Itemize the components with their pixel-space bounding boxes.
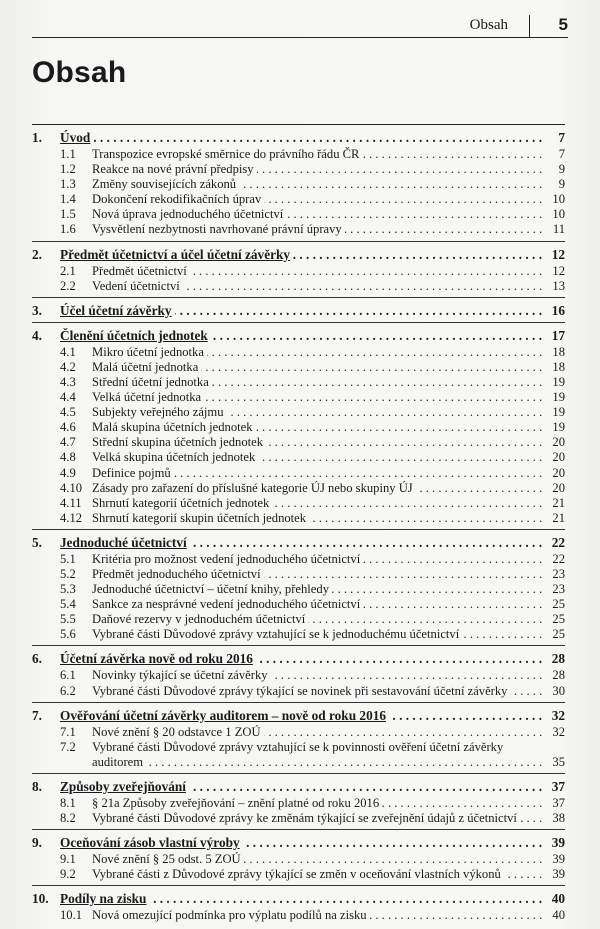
entry-title: Velká skupina účetních jednotek bbox=[92, 450, 258, 464]
entry-number: 4.6 bbox=[60, 420, 76, 435]
entry-page: 22 bbox=[552, 551, 565, 566]
entry-page: 32 bbox=[551, 707, 565, 723]
toc-subsection-entry[interactable] bbox=[32, 279, 565, 294]
entry-title-leader bbox=[92, 192, 543, 207]
toc-section bbox=[32, 529, 565, 643]
entry-number: 7. bbox=[32, 707, 42, 723]
toc-chapter-entry[interactable] bbox=[32, 890, 565, 907]
entry-number: 1.3 bbox=[60, 177, 76, 192]
entry-title: Podíly na zisku bbox=[60, 891, 149, 906]
entry-page: 40 bbox=[552, 908, 565, 923]
toc-subsection-entry[interactable] bbox=[32, 567, 565, 582]
entry-title: Velká účetní jednotka bbox=[92, 390, 204, 404]
entry-page: 10 bbox=[552, 207, 565, 222]
entry-page: 28 bbox=[551, 651, 565, 667]
entry-number: 2.2 bbox=[60, 278, 76, 293]
toc-section bbox=[32, 773, 565, 826]
header-divider bbox=[529, 15, 530, 37]
entry-number: 4. bbox=[32, 327, 42, 343]
entry-title-leader bbox=[92, 147, 543, 162]
toc-chapter-entry[interactable] bbox=[32, 534, 565, 551]
entry-page: 17 bbox=[551, 327, 565, 343]
entry-page: 19 bbox=[552, 390, 565, 405]
entry-title: Členění účetních jednotek bbox=[60, 328, 211, 343]
entry-number: 4.2 bbox=[60, 359, 76, 374]
entry-number: 4.7 bbox=[60, 435, 76, 450]
entry-title: Mikro účetní jednotka bbox=[92, 345, 207, 359]
entry-title-continued: auditorem bbox=[92, 755, 146, 769]
toc-subsection-entry[interactable] bbox=[32, 375, 565, 390]
entry-title: Vybrané části Důvodové zprávy ke změnám týkající se zveřejnění údajů z účetnictví bbox=[92, 811, 520, 825]
entry-page: 39 bbox=[551, 835, 565, 851]
toc-section bbox=[32, 322, 565, 526]
entry-page: 19 bbox=[552, 405, 565, 420]
toc-chapter-entry[interactable] bbox=[32, 129, 565, 146]
entry-number: 8.1 bbox=[60, 795, 76, 810]
entry-title: Nové znění § 20 odstavce 1 ZOÚ bbox=[92, 725, 264, 739]
toc-chapter-entry[interactable] bbox=[32, 327, 565, 344]
entry-number: 5.5 bbox=[60, 612, 76, 627]
entry-title: Vybrané části Důvodové zprávy týkající se novinek při sestavování účetní závěrky bbox=[92, 684, 510, 698]
entry-title-leader bbox=[60, 778, 543, 795]
entry-number: 1.1 bbox=[60, 147, 76, 161]
toc-subsection-entry[interactable] bbox=[32, 811, 565, 826]
toc-subsection-entry[interactable] bbox=[32, 908, 565, 923]
entry-title-leader bbox=[60, 246, 543, 263]
entry-title: Vybrané části z Důvodové zprávy týkající se změn v oceňování vlastních výkonů bbox=[92, 867, 504, 881]
entry-title: Zásady pro zařazení do příslušné kategorie ÚJ nebo skupiny ÚJ bbox=[92, 481, 416, 495]
entry-title-leader bbox=[92, 908, 543, 923]
entry-title: Předmět účetnictví a účel účetní závěrky bbox=[60, 247, 293, 262]
entry-number: 9.2 bbox=[60, 867, 76, 882]
entry-title: Jednoduché účetnictví – účetní knihy, přehledy bbox=[92, 582, 332, 596]
entry-title-leader bbox=[92, 567, 543, 582]
entry-title: Jednoduché účetnictví bbox=[60, 535, 190, 550]
entry-title-leader bbox=[92, 390, 543, 405]
entry-title-leader bbox=[92, 597, 543, 612]
toc-subsection-entry[interactable] bbox=[32, 147, 565, 162]
entry-page: 28 bbox=[552, 668, 565, 683]
entry-number: 1.4 bbox=[60, 192, 76, 207]
entry-page: 19 bbox=[552, 420, 565, 435]
entry-page: 25 bbox=[552, 627, 565, 642]
toc-subsection-entry[interactable] bbox=[32, 852, 565, 867]
entry-title: Ověřování účetní závěrky auditorem – nově od roku 2016 bbox=[60, 708, 389, 723]
toc-chapter-entry[interactable] bbox=[32, 246, 565, 263]
toc-subsection-entry[interactable] bbox=[32, 582, 565, 597]
toc-subsection-continuation bbox=[32, 755, 565, 770]
entry-title-leader bbox=[60, 707, 543, 724]
toc-subsection-entry[interactable] bbox=[32, 345, 565, 360]
entry-title-leader bbox=[92, 279, 543, 294]
entry-title-leader bbox=[60, 890, 543, 907]
entry-page: 23 bbox=[552, 582, 565, 597]
toc-subsection-entry[interactable] bbox=[32, 435, 565, 450]
entry-page: 32 bbox=[552, 724, 565, 739]
entry-number: 10. bbox=[32, 891, 49, 907]
entry-number: 5. bbox=[32, 534, 42, 550]
entry-page: 9 bbox=[558, 177, 565, 192]
entry-page: 16 bbox=[551, 302, 565, 318]
entry-number: 5.6 bbox=[60, 627, 76, 642]
entry-title: Nová úprava jednoduchého účetnictví bbox=[92, 207, 286, 221]
entry-number: 6.1 bbox=[60, 668, 76, 683]
entry-title-leader bbox=[92, 481, 543, 496]
entry-title-leader bbox=[92, 264, 543, 279]
entry-page: 38 bbox=[552, 811, 565, 825]
entry-number: 4.5 bbox=[60, 405, 76, 420]
toc-subsection-entry[interactable] bbox=[32, 481, 565, 496]
entry-title-leader bbox=[92, 207, 543, 222]
entry-number: 4.11 bbox=[60, 495, 82, 510]
toc-section bbox=[32, 124, 565, 238]
entry-title: Sankce za nesprávné vedení jednoduchého účetnictví bbox=[92, 597, 363, 611]
entry-number: 9. bbox=[32, 835, 42, 851]
entry-number: 4.9 bbox=[60, 465, 76, 480]
entry-title: Kritéria pro možnost vedení jednoduchého účetnictví bbox=[92, 552, 363, 566]
toc-subsection-entry[interactable] bbox=[32, 450, 565, 465]
toc-section bbox=[32, 829, 565, 882]
toc-chapter-entry[interactable] bbox=[32, 302, 565, 319]
entry-title-leader bbox=[60, 650, 543, 667]
entry-title: Předmět jednoduchého účetnictví bbox=[92, 567, 264, 581]
entry-title-leader bbox=[92, 668, 543, 683]
toc-chapter-entry[interactable] bbox=[32, 650, 565, 667]
entry-number: 4.12 bbox=[60, 510, 83, 525]
entry-title-leader bbox=[92, 582, 543, 597]
entry-page: 7 bbox=[558, 130, 565, 145]
toc-subsection-entry[interactable] bbox=[32, 627, 565, 642]
entry-title-leader bbox=[60, 834, 543, 851]
entry-number: 1. bbox=[32, 130, 42, 145]
entry-page: 13 bbox=[552, 278, 565, 293]
entry-number: 4.8 bbox=[60, 450, 76, 465]
entry-number: 2.1 bbox=[60, 263, 76, 278]
toc-subsection-entry[interactable] bbox=[32, 796, 565, 811]
toc-section bbox=[32, 297, 565, 319]
entry-title: Způsoby zveřejňování bbox=[60, 779, 189, 794]
entry-page: 20 bbox=[552, 450, 565, 465]
entry-number: 3. bbox=[32, 302, 42, 318]
entry-page: 39 bbox=[552, 852, 565, 867]
entry-title-leader bbox=[92, 496, 543, 511]
toc-chapter-entry[interactable] bbox=[32, 707, 565, 724]
entry-number: 4.3 bbox=[60, 374, 76, 389]
entry-title-leader bbox=[92, 684, 543, 699]
entry-number: 1.6 bbox=[60, 222, 76, 237]
toc-subsection-entry[interactable] bbox=[32, 177, 565, 192]
entry-page: 19 bbox=[552, 374, 565, 389]
entry-number: 5.3 bbox=[60, 582, 76, 597]
table-of-contents bbox=[32, 124, 565, 926]
entry-page: 9 bbox=[558, 162, 565, 177]
toc-subsection-entry[interactable] bbox=[32, 420, 565, 435]
entry-number: 4.4 bbox=[60, 390, 76, 405]
entry-title-leader bbox=[92, 345, 543, 360]
entry-number: 5.4 bbox=[60, 597, 76, 612]
entry-number: 9.1 bbox=[60, 852, 76, 867]
entry-title-leader bbox=[92, 627, 543, 642]
toc-subsection-entry[interactable] bbox=[32, 684, 565, 699]
entry-title-leader bbox=[92, 360, 543, 375]
page-title: Obsah bbox=[32, 56, 127, 89]
entry-page: 25 bbox=[552, 597, 565, 612]
entry-title: Střední účetní jednotka bbox=[92, 375, 212, 389]
toc-subsection-entry[interactable] bbox=[32, 552, 565, 567]
entry-page: 23 bbox=[552, 566, 565, 581]
toc-chapter-entry[interactable] bbox=[32, 834, 565, 851]
toc-subsection-entry[interactable] bbox=[32, 668, 565, 683]
toc-subsection-entry[interactable] bbox=[32, 405, 565, 420]
entry-page: 18 bbox=[552, 344, 565, 359]
entry-number: 4.10 bbox=[60, 480, 83, 495]
entry-title-leader bbox=[92, 375, 543, 390]
toc-subsection-entry[interactable] bbox=[32, 496, 565, 511]
toc-subsection-entry[interactable] bbox=[32, 222, 565, 237]
entry-page: 12 bbox=[551, 246, 565, 262]
entry-page: 18 bbox=[552, 359, 565, 374]
toc-section bbox=[32, 702, 565, 770]
toc-section bbox=[32, 241, 565, 294]
entry-title: § 21a Způsoby zveřejňování – znění platné od roku 2016 bbox=[92, 796, 382, 810]
entry-number: 8. bbox=[32, 778, 42, 794]
entry-page: 40 bbox=[551, 891, 565, 907]
entry-page: 21 bbox=[552, 510, 565, 525]
entry-title: Střední skupina účetních jednotek bbox=[92, 435, 266, 449]
entry-number: 10.1 bbox=[60, 908, 83, 923]
entry-title-leader bbox=[92, 796, 543, 811]
toc-subsection-entry[interactable] bbox=[32, 511, 565, 526]
entry-title: Malá skupina účetních jednotek bbox=[92, 420, 256, 434]
entry-title-leader bbox=[92, 405, 543, 420]
entry-number: 6.2 bbox=[60, 683, 76, 698]
entry-title: Nové znění § 25 odst. 5 ZOÚ bbox=[92, 852, 244, 866]
toc-subsection-entry[interactable] bbox=[32, 192, 565, 207]
toc-subsection-entry[interactable] bbox=[32, 597, 565, 612]
entry-page: 7 bbox=[558, 147, 565, 161]
toc-section bbox=[32, 645, 565, 698]
entry-title-leader bbox=[60, 327, 543, 344]
entry-title-leader bbox=[92, 811, 543, 826]
entry-page: 22 bbox=[551, 534, 565, 550]
entry-number: 1.2 bbox=[60, 162, 76, 177]
entry-title: Subjekty veřejného zájmu bbox=[92, 405, 227, 419]
toc-subsection-entry[interactable] bbox=[32, 390, 565, 405]
entry-number: 4.1 bbox=[60, 344, 76, 359]
entry-title-leader bbox=[92, 435, 543, 450]
entry-number: 2. bbox=[32, 246, 42, 262]
entry-title: Účetní závěrka nově od roku 2016 bbox=[60, 651, 256, 666]
entry-page: 10 bbox=[552, 192, 565, 207]
entry-page: 20 bbox=[552, 465, 565, 480]
toc-subsection-entry[interactable] bbox=[32, 207, 565, 222]
entry-title: Oceňování zásob vlastní výroby bbox=[60, 835, 243, 850]
entry-title-leader bbox=[92, 612, 543, 627]
entry-page: 39 bbox=[552, 867, 565, 882]
entry-title-leader bbox=[92, 852, 543, 867]
entry-page: 25 bbox=[552, 612, 565, 627]
page-number: 5 bbox=[558, 15, 568, 34]
entry-number: 7.1 bbox=[60, 724, 76, 739]
entry-title: Dokončení rekodifikačních úprav bbox=[92, 192, 264, 206]
entry-title: Shrnutí kategorií skupin účetních jednotek bbox=[92, 511, 309, 525]
entry-title-leader bbox=[92, 552, 543, 567]
entry-title-leader bbox=[60, 129, 543, 146]
entry-title: Vybrané části Důvodové zprávy vztahující se k povinnosti ověření účetní závěrky bbox=[92, 739, 504, 754]
entry-title-leader bbox=[92, 725, 543, 740]
toc-subsection-entry[interactable] bbox=[32, 162, 565, 177]
running-header bbox=[32, 15, 568, 38]
entry-title-leader bbox=[92, 511, 543, 526]
toc-subsection-entry[interactable] bbox=[32, 264, 565, 279]
entry-page: 20 bbox=[552, 435, 565, 450]
entry-title-leader bbox=[92, 162, 543, 177]
entry-title: Změny souvisejících zákonů bbox=[92, 177, 239, 191]
entry-title: Definice pojmů bbox=[92, 466, 174, 480]
toc-section bbox=[32, 885, 565, 923]
entry-title-leader bbox=[92, 867, 543, 882]
entry-title: Malá účetní jednotka bbox=[92, 360, 201, 374]
entry-title: Účel účetní závěrky bbox=[60, 303, 175, 318]
entry-title: Transpozice evropské směrnice do právního řádu ČR bbox=[92, 147, 362, 161]
entry-title-leader bbox=[92, 450, 543, 465]
entry-number: 1.5 bbox=[60, 207, 76, 222]
entry-number: 5.1 bbox=[60, 551, 76, 566]
entry-page: 21 bbox=[552, 495, 565, 510]
entry-title: Nová omezující podmínka pro výplatu podílů na zisku bbox=[92, 908, 370, 922]
entry-title: Novinky týkající se účetní závěrky bbox=[92, 668, 271, 682]
toc-chapter-entry[interactable] bbox=[32, 778, 565, 795]
entry-number: 7.2 bbox=[60, 739, 76, 754]
entry-title: Reakce na nové právní předpisy bbox=[92, 162, 257, 176]
entry-title: Vedení účetnictví bbox=[92, 279, 183, 293]
toc-subsection-entry[interactable] bbox=[32, 612, 565, 627]
entry-title-leader bbox=[92, 420, 543, 435]
entry-number: 5.2 bbox=[60, 566, 76, 581]
entry-title-leader bbox=[92, 222, 543, 237]
entry-title: Předmět účetnictví bbox=[92, 264, 190, 278]
toc-subsection-entry[interactable] bbox=[32, 867, 565, 882]
entry-page: 37 bbox=[551, 778, 565, 794]
entry-title-leader bbox=[92, 466, 543, 481]
entry-title: Shrnutí kategorií účetních jednotek bbox=[92, 496, 272, 510]
entry-title: Úvod bbox=[60, 130, 93, 145]
entry-number: 8.2 bbox=[60, 811, 76, 825]
entry-title: Vybrané části Důvodové zprávy vztahující se k jednoduchému účetnictví bbox=[92, 627, 462, 641]
entry-page: 12 bbox=[552, 263, 565, 278]
toc-subsection-entry[interactable] bbox=[32, 466, 565, 481]
entry-page: 30 bbox=[552, 683, 565, 698]
entry-number: 6. bbox=[32, 651, 42, 667]
entry-title-leader bbox=[60, 302, 543, 319]
entry-title-leader bbox=[60, 534, 543, 551]
toc-subsection-entry[interactable] bbox=[32, 740, 565, 755]
entry-title: Daňové rezervy v jednoduchém účetnictví bbox=[92, 612, 308, 626]
toc-subsection-entry[interactable] bbox=[32, 725, 565, 740]
toc-subsection-entry[interactable] bbox=[32, 360, 565, 375]
entry-title-leader bbox=[92, 755, 543, 770]
entry-page: 11 bbox=[552, 222, 565, 237]
entry-title: Vysvětlení nezbytnosti navrhované právní úpravy bbox=[92, 222, 345, 236]
entry-page: 37 bbox=[552, 795, 565, 810]
entry-page: 35 bbox=[552, 754, 565, 769]
entry-page: 20 bbox=[552, 480, 565, 495]
running-title: Obsah bbox=[469, 17, 508, 33]
entry-title-leader bbox=[92, 177, 543, 192]
